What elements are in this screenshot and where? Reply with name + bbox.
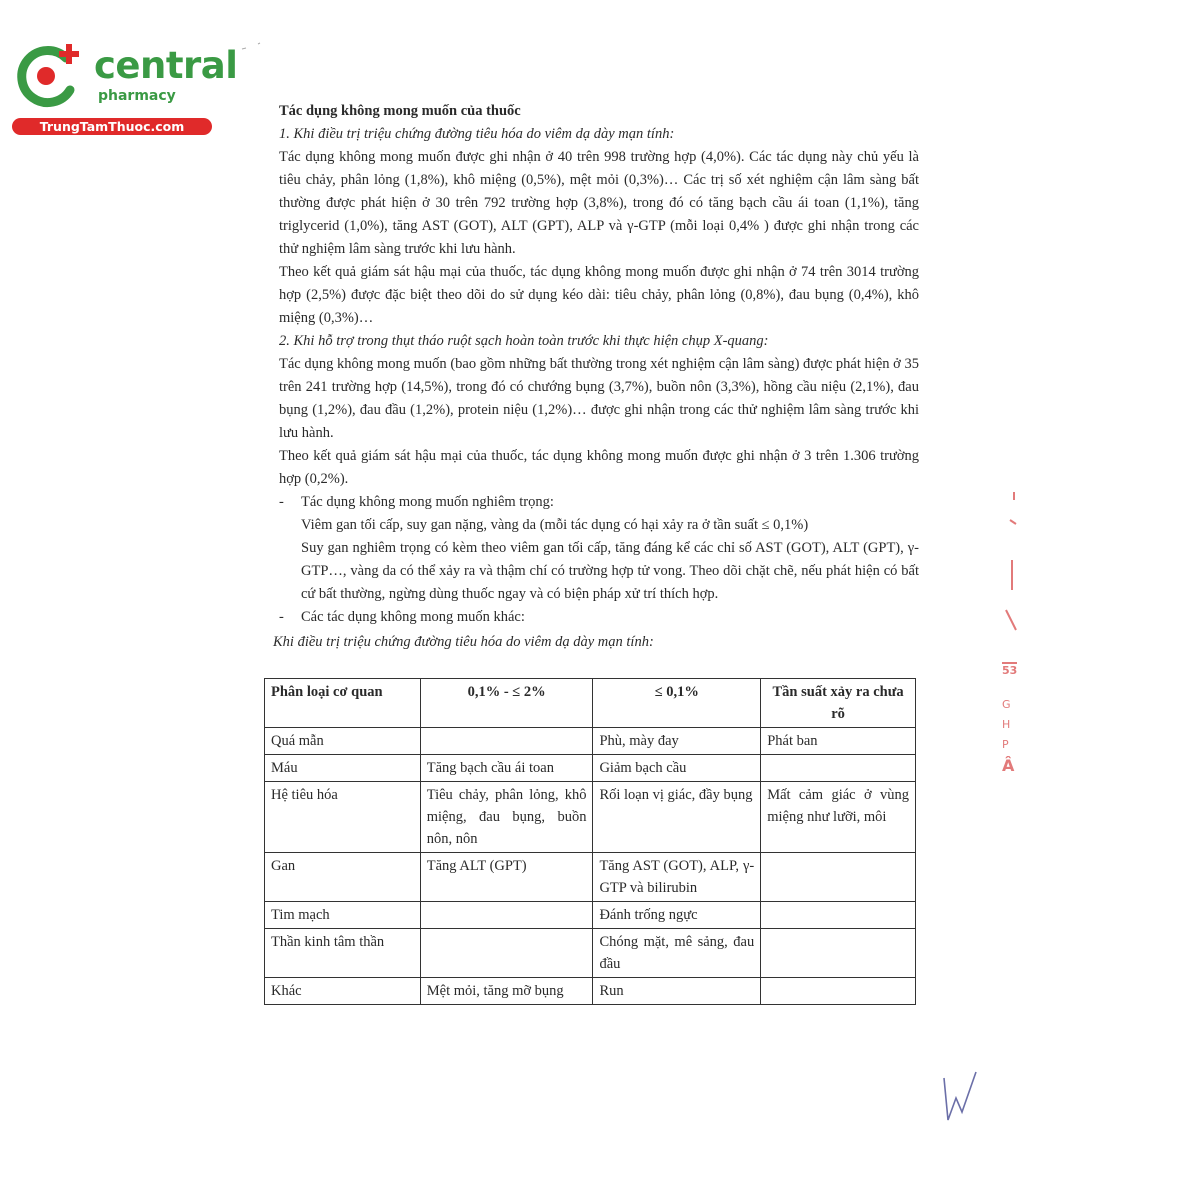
table-cell: Khác — [265, 978, 421, 1005]
table-cell: Máu — [265, 755, 421, 782]
paragraph: Tác dụng không mong muốn được ghi nhận ở 40 trên 998 trường hợp (4,0%). Các tác dụng này chủ yếu là tiêu chảy, phân lỏng (1,8%), khô miệng (0,5%), mệt mỏi (0,3%)… Các trị số xét nghiệm cận lâm sàng bất thường được phát hiện ở 30 trên 792 trường hợp (3,8%), trong đó có tăng bạch cầu ái toan (1,1%), tăng triglycerid (1,0%), tăng AST (GOT), ALT (GPT), ALP và γ-GTP (mỗi loại 0,4% ) được ghi nhận trong các thử nghiệm lâm sàng trước khi lưu hành. — [279, 149, 919, 257]
paragraph: Tác dụng không mong muốn (bao gồm những bất thường trong xét nghiệm cận lâm sàng) được phát hiện ở 35 trên 241 trường hợp (14,5%), trong đó có chướng bụng (3,7%), buồn nôn (3,3%), hồng cầu niệu (2,1%), đau bụng (1,2%), đau đầu (1,2%), protein niệu (1,2%)… được ghi nhận trong các thử nghiệm lâm sàng trước khi lưu hành. — [279, 356, 919, 441]
table-cell: Rối loạn vị giác, đầy bụng — [593, 782, 761, 853]
header-cell: ≤ 0,1% — [593, 679, 761, 728]
bullet-text: Các tác dụng không mong muốn khác: — [301, 609, 525, 625]
stamp-letter: P — [1002, 738, 1009, 751]
table-cell: Tăng bạch cầu ái toan — [420, 755, 593, 782]
table-cell: Giảm bạch cầu — [593, 755, 761, 782]
table-cell: Tăng AST (GOT), ALP, γ- GTP và bilirubin — [593, 853, 761, 902]
table-cell: Mệt mỏi, tăng mỡ bụng — [420, 978, 593, 1005]
table-header-row — [265, 679, 916, 728]
table-cell: Tim mạch — [265, 902, 421, 929]
document-body — [273, 100, 919, 654]
paragraph: Theo kết quả giám sát hậu mại của thuốc, tác dụng không mong muốn được ghi nhận ở 3 trên 1.306 trường hợp (0,2%). — [279, 448, 919, 487]
table-cell: Phát ban — [761, 728, 916, 755]
table-row — [265, 728, 916, 755]
table-cell — [761, 929, 916, 978]
bullet-dash: - — [279, 609, 284, 625]
bullet-text: Tác dụng không mong muốn nghiêm trọng: — [301, 494, 554, 510]
table-row — [265, 929, 916, 978]
header-cell: Tần suất xảy ra chưa rõ — [761, 679, 916, 728]
signature-mark — [938, 1068, 982, 1128]
table-row — [265, 902, 916, 929]
table-cell: Mất cảm giác ở vùng miệng như lưỡi, môi — [761, 782, 916, 853]
pharmacy-cross-icon — [12, 40, 84, 112]
table-cell — [761, 902, 916, 929]
central-pharmacy-logo — [10, 38, 238, 138]
bullet-dash: - — [279, 494, 284, 510]
subsection-2-title: 2. Khi hỗ trợ trong thụt tháo ruột sạch hoàn toàn trước khi thực hiện chụp X-quang: — [279, 333, 769, 349]
table-cell: Tiêu chảy, phân lỏng, khô miệng, đau bụng, buồn nôn, nôn — [420, 782, 593, 853]
table-cell: Tăng ALT (GPT) — [420, 853, 593, 902]
paragraph: Theo kết quả giám sát hậu mại của thuốc, tác dụng không mong muốn được ghi nhận ở 74 trên 3014 trường hợp (2,5%) được đặc biệt theo dõi do sử dụng kéo dài: tiêu chảy, phân lỏng (0,8%), đau bụng (0,4%), khô miệng (0,3%)… — [279, 264, 919, 326]
bullet-item — [279, 491, 919, 514]
table-caption: Khi điều trị triệu chứng đường tiêu hóa do viêm dạ dày mạn tính: — [273, 634, 654, 650]
table-cell: Thần kinh tâm thần — [265, 929, 421, 978]
table-cell — [761, 853, 916, 902]
adverse-effects-table — [264, 678, 916, 1005]
table-cell: Hệ tiêu hóa — [265, 782, 421, 853]
stamp-letter: H — [1002, 718, 1011, 731]
table-cell: Phù, mày đay — [593, 728, 761, 755]
stamp-marks — [1000, 490, 1020, 640]
table-cell: Quá mẫn — [265, 728, 421, 755]
table-cell — [420, 728, 593, 755]
stamp-letter: G — [1002, 698, 1011, 711]
table-row — [265, 755, 916, 782]
header-cell: Phân loại cơ quan — [265, 679, 421, 728]
table-cell: Run — [593, 978, 761, 1005]
table-row — [265, 782, 916, 853]
table-row — [265, 978, 916, 1005]
subsection-1-title: 1. Khi điều trị triệu chứng đường tiêu hóa do viêm dạ dày mạn tính: — [279, 126, 675, 142]
header-cell: 0,1% - ≤ 2% — [420, 679, 593, 728]
logo-subtitle: pharmacy — [98, 88, 176, 104]
scan-mark — [240, 40, 270, 52]
table-row — [265, 853, 916, 902]
logo-url: TrungTamThuoc.com — [12, 118, 212, 135]
stamp-letter: Â — [1002, 756, 1015, 775]
table-cell: Gan — [265, 853, 421, 902]
table-cell — [420, 929, 593, 978]
bullet-item — [279, 606, 919, 629]
section-heading: Tác dụng không mong muốn của thuốc — [279, 103, 521, 119]
logo-brand: central — [94, 44, 238, 87]
indented-paragraph: Suy gan nghiêm trọng có kèm theo viêm gan tối cấp, tăng đáng kể các chỉ số AST (GOT), ALT (GPT), γ-GTP…, vàng da có thể xảy ra và thậm chí có trường hợp tử vong. Theo dõi chặt chẽ, nếu phát hiện có bất cứ bất thường, ngừng dùng thuốc ngay và có biện pháp xử trí thích hợp. — [301, 540, 919, 602]
table-cell — [761, 755, 916, 782]
table-cell: Chóng mặt, mê sảng, đau đầu — [593, 929, 761, 978]
table-cell: Đánh trống ngực — [593, 902, 761, 929]
stamp-number: 53 — [1002, 664, 1018, 677]
indented-paragraph: Viêm gan tối cấp, suy gan nặng, vàng da (mỗi tác dụng có hại xảy ra ở tần suất ≤ 0,1%) — [301, 517, 809, 533]
approval-stamp — [998, 490, 1022, 820]
table-cell — [761, 978, 916, 1005]
table-cell — [420, 902, 593, 929]
